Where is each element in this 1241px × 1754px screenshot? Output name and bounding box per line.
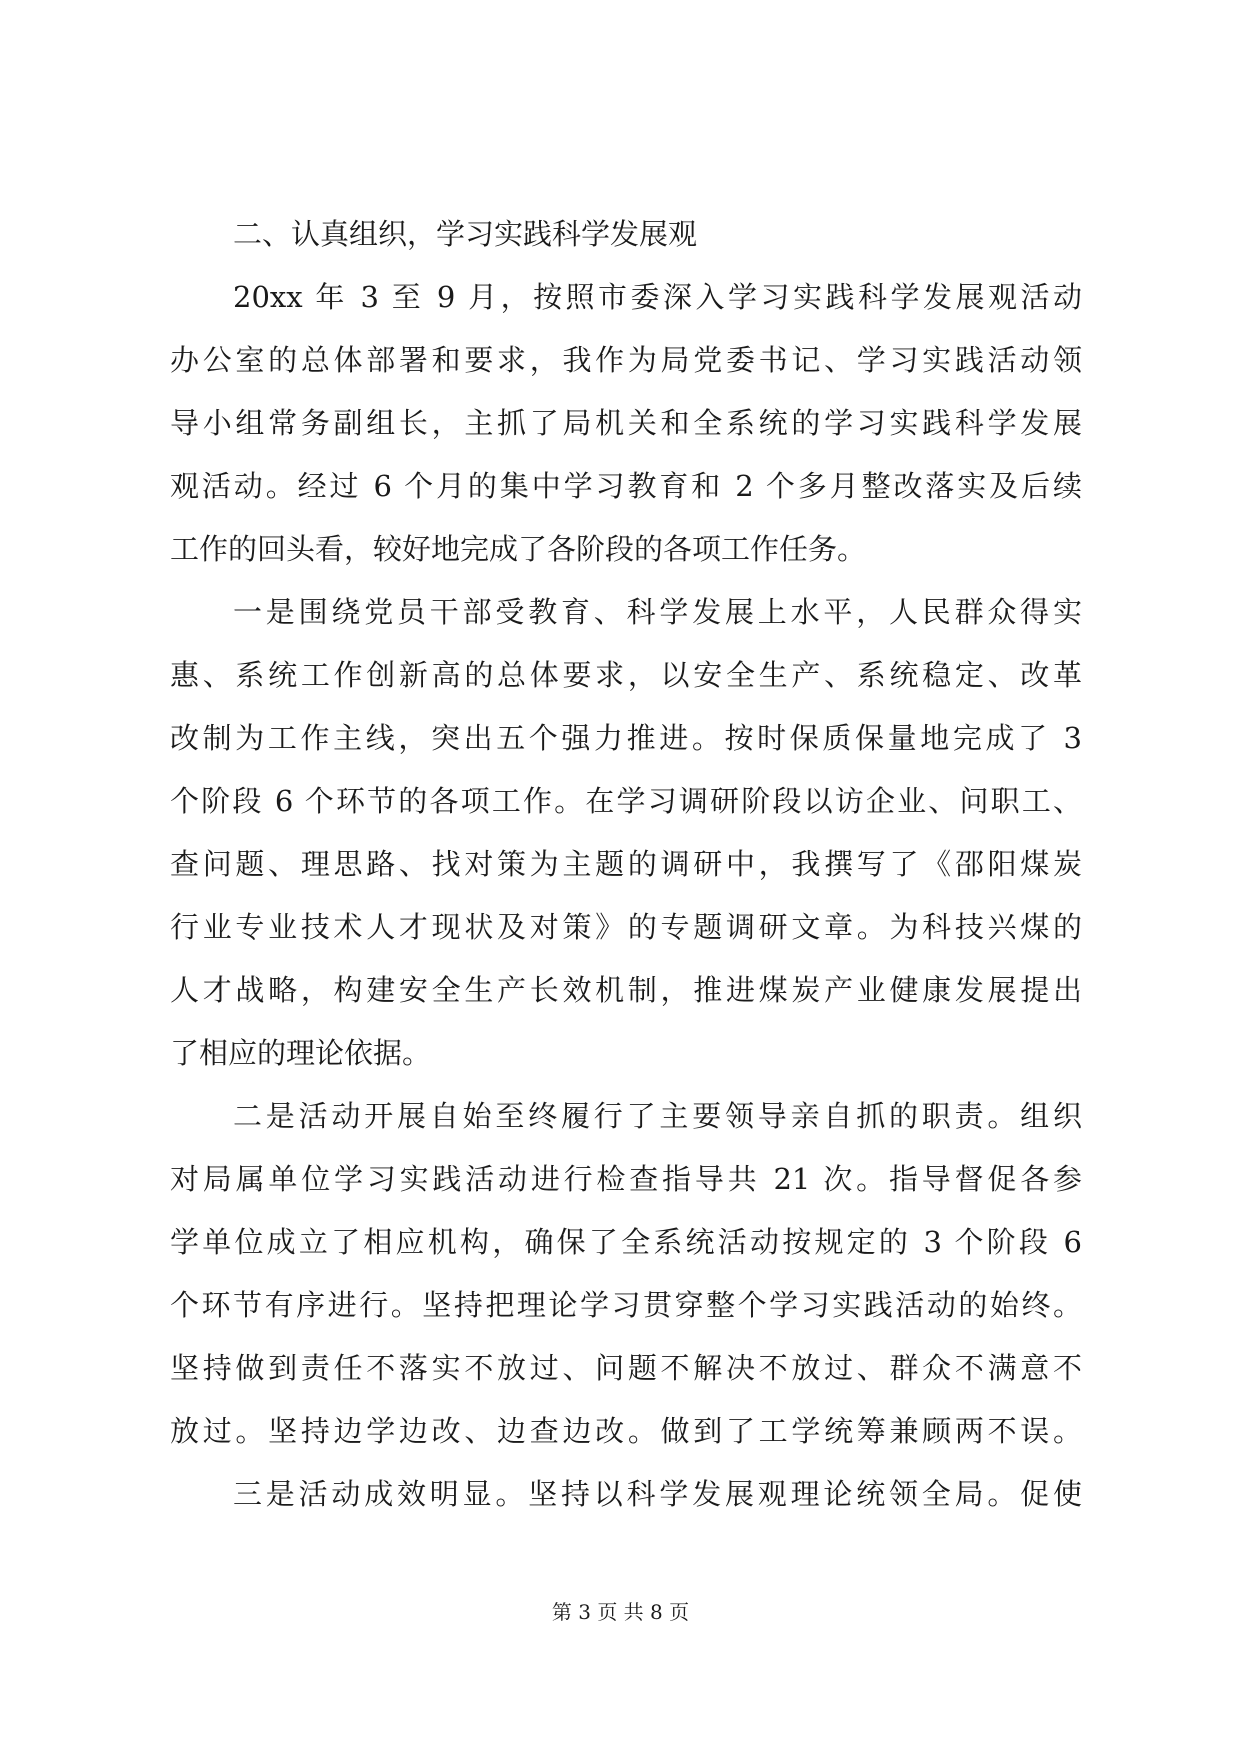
paragraph-line: 学单位成立了相应机构，确保了全系统活动按规定的 3 个阶段 6 (170, 1225, 1082, 1259)
paragraph-line: 工作的回头看，较好地完成了各阶段的各项工作任务。 (170, 532, 867, 566)
paragraph-line: 三是活动成效明显。坚持以科学发展观理论统领全局。促使 (233, 1477, 1082, 1511)
paragraph-line: 20xx 年 3 至 9 月，按照市委深入学习实践科学发展观活动 (233, 280, 1082, 314)
paragraph-line: 人才战略，构建安全生产长效机制，推进煤炭产业健康发展提出 (170, 973, 1082, 1007)
paragraph-line: 行业专业技术人才现状及对策》的专题调研文章。为科技兴煤的 (170, 910, 1082, 944)
paragraph-line: 个阶段 6 个环节的各项工作。在学习调研阶段以访企业、问职工、 (170, 784, 1082, 818)
paragraph-line: 查问题、理思路、找对策为主题的调研中，我撰写了《邵阳煤炭 (170, 847, 1082, 881)
paragraph-line: 放过。坚持边学边改、边查边改。做到了工学统筹兼顾两不误。 (170, 1414, 1082, 1448)
paragraph-line: 改制为工作主线，突出五个强力推进。按时保质保量地完成了 3 (170, 721, 1082, 755)
paragraph (170, 581, 1082, 1085)
paragraph-line: 对局属单位学习实践活动进行检查指导共 21 次。指导督促各参 (170, 1162, 1082, 1196)
page-number-footer: 第 3 页 共 8 页 (551, 1600, 690, 1624)
paragraph-line: 二是活动开展自始至终履行了主要领导亲自抓的职责。组织 (233, 1099, 1082, 1133)
paragraph-line: 坚持做到责任不落实不放过、问题不解决不放过、群众不满意不 (170, 1351, 1082, 1385)
paragraph-line: 观活动。经过 6 个月的集中学习教育和 2 个多月整改落实及后续 (170, 469, 1082, 503)
document-body (170, 203, 1082, 1526)
paragraph-line: 导小组常务副组长，主抓了局机关和全系统的学习实践科学发展 (170, 406, 1082, 440)
paragraph (170, 266, 1082, 581)
paragraph-line: 个环节有序进行。坚持把理论学习贯穿整个学习实践活动的始终。 (170, 1288, 1082, 1322)
paragraph-line: 办公室的总体部署和要求，我作为局党委书记、学习实践活动领 (170, 343, 1082, 377)
paragraph (170, 1463, 1082, 1526)
section-heading: 二、认真组织，学习实践科学发展观 (233, 217, 698, 251)
paragraph-line: 惠、系统工作创新高的总体要求，以安全生产、系统稳定、改革 (170, 658, 1082, 692)
paragraph-line: 了相应的理论依据。 (170, 1036, 432, 1070)
paragraph-line: 一是围绕党员干部受教育、科学发展上水平，人民群众得实 (233, 595, 1082, 629)
paragraph (170, 1085, 1082, 1463)
